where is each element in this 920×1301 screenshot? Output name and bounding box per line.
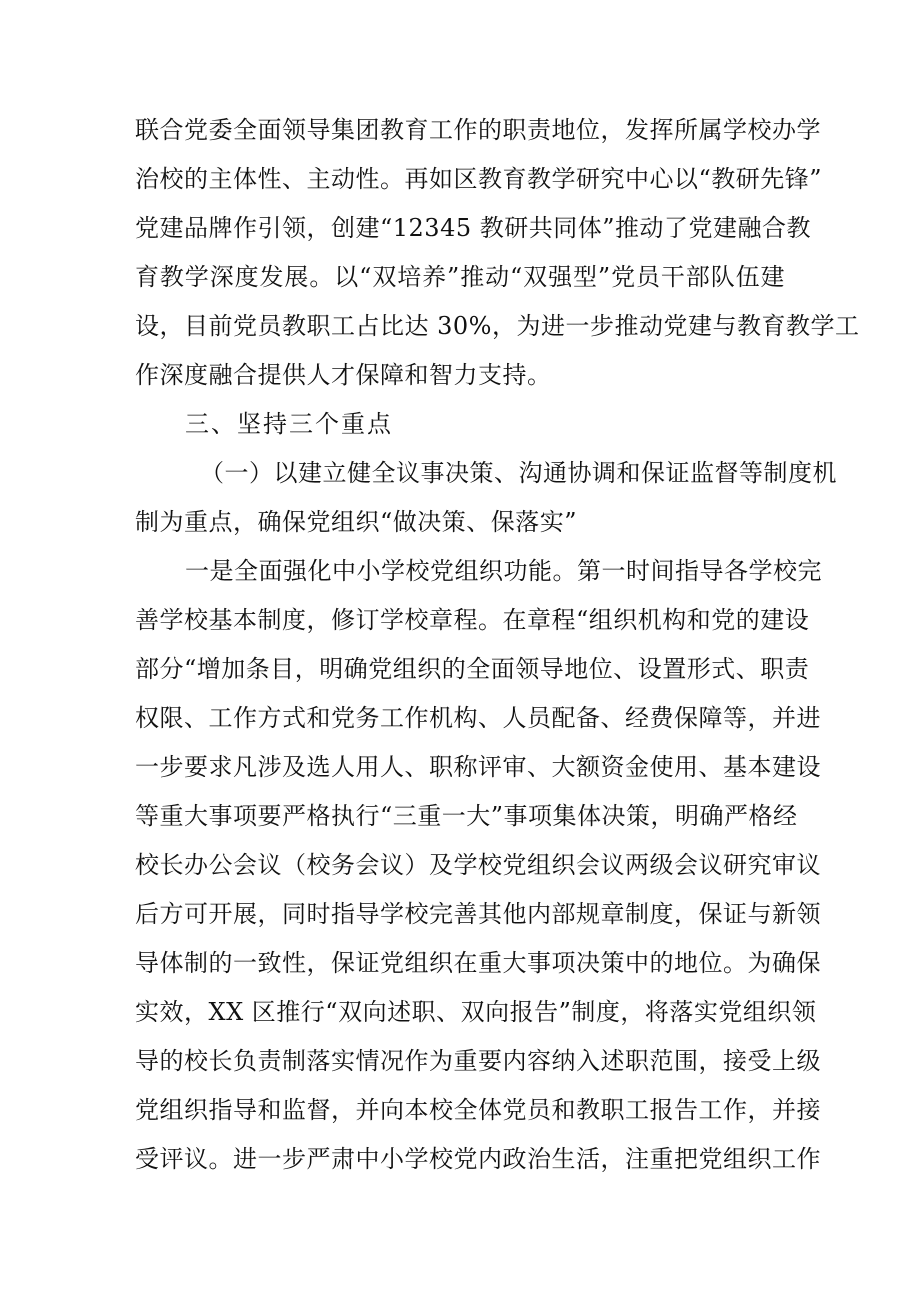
paragraph-line: 导体制的一致性，保证党组织在重大事项决策中的地位。为确保 — [135, 949, 821, 977]
paragraph-line: 实效，XX 区推行“双向述职、双向报告”制度，将落实党组织领 — [135, 998, 817, 1026]
paragraph-line: 联合党委全面领导集团教育工作的职责地位，发挥所属学校办学 — [135, 116, 821, 144]
paragraph-line: 校长办公会议（校务会议）及学校党组织会议两级会议研究审议 — [135, 851, 821, 879]
paragraph-line: 导的校长负责制落实情况作为重要内容纳入述职范围，接受上级 — [135, 1047, 821, 1075]
paragraph-line: 后方可开展，同时指导学校完善其他内部规章制度，保证与新领 — [135, 900, 821, 928]
paragraph-line: 治校的主体性、主动性。再如区教育教学研究中心以“教研先锋” — [135, 165, 823, 193]
paragraph-line: 作深度融合提供人才保障和智力支持。 — [135, 361, 552, 389]
paragraph-line: 一步要求凡涉及选人用人、职称评审、大额资金使用、基本建设 — [135, 753, 821, 781]
paragraph-line: 党组织指导和监督，并向本校全体党员和教职工报告工作，并接 — [135, 1096, 821, 1124]
paragraph-line: 受评议。进一步严肃中小学校党内政治生活，注重把党组织工作 — [135, 1145, 821, 1173]
paragraph-line: 一是全面强化中小学校党组织功能。第一时间指导各学校完 — [185, 557, 822, 585]
paragraph-line: 设，目前党员教职工占比达 30%，为进一步推动党建与教育教学工 — [135, 312, 860, 340]
paragraph-line: 权限、工作方式和党务工作机构、人员配备、经费保障等，并进 — [135, 704, 821, 732]
paragraph-line: 育教学深度发展。以“双培养”推动“双强型”党员干部队伍建 — [135, 263, 785, 291]
paragraph-line: 党建品牌作引领，创建“12345 教研共同体”推动了党建融合教 — [135, 214, 812, 242]
paragraph-line: 等重大事项要严格执行“三重一大”事项集体决策，明确严格经 — [135, 802, 798, 830]
subsection-heading-line: 制为重点，确保党组织“做决策、保落实” — [135, 508, 578, 536]
paragraph-line: 部分“增加条目，明确党组织的全面领导地位、设置形式、职责 — [135, 655, 810, 683]
paragraph-line: 善学校基本制度，修订学校章程。在章程“组织机构和党的建设 — [135, 606, 810, 634]
subsection-heading-line: （一）以建立健全议事决策、沟通协调和保证监督等制度机 — [200, 459, 837, 487]
section-heading: 三、坚持三个重点 — [185, 410, 393, 438]
